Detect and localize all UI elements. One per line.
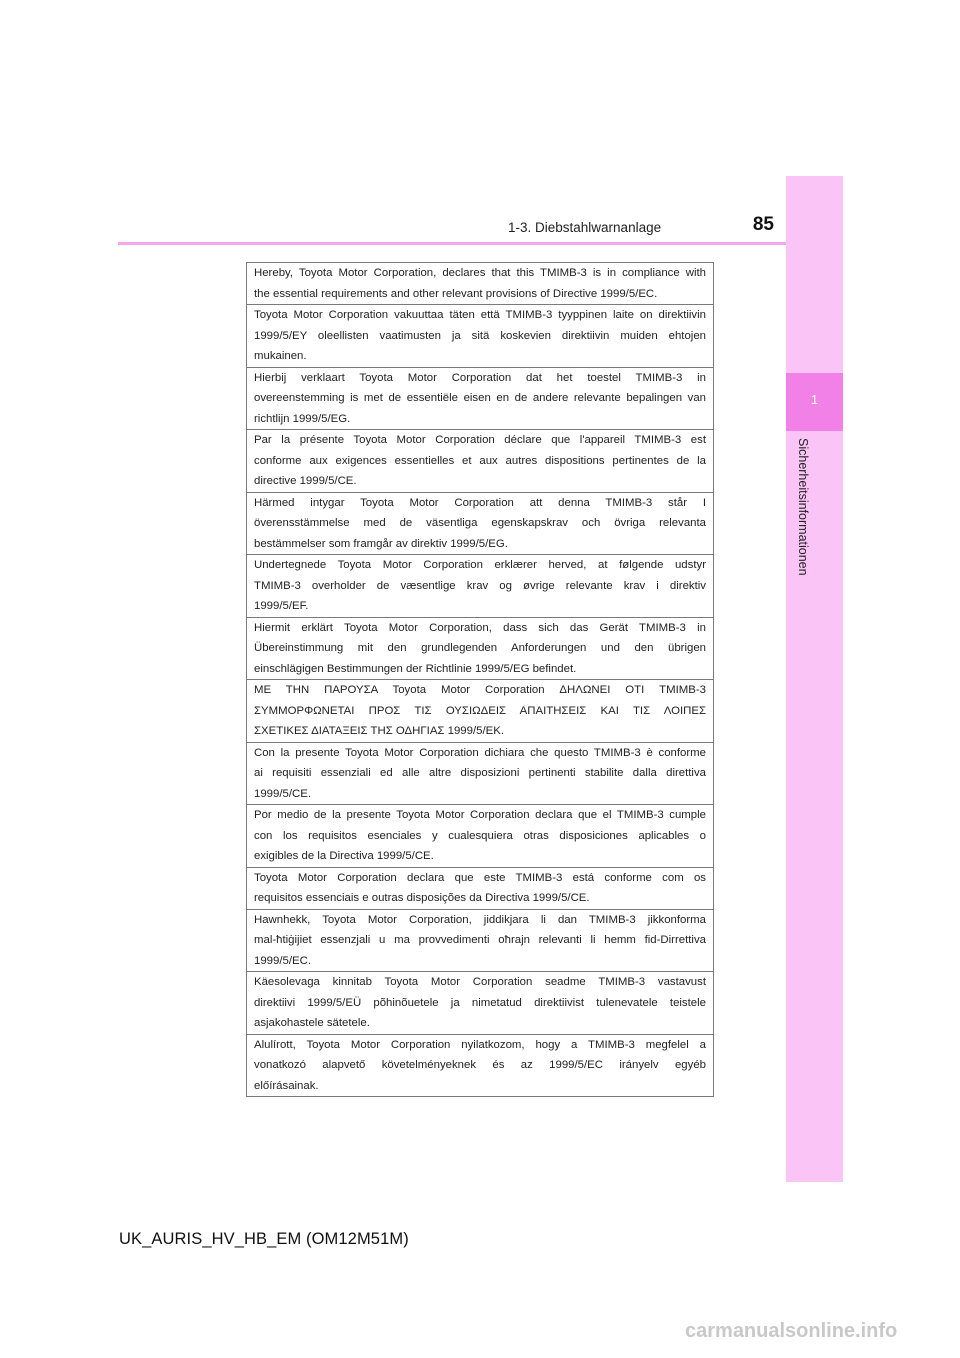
side-tab-label: Sicherheitsinformationen xyxy=(796,438,810,576)
declaration-line: Alulírott, Toyota Motor Corporation nyilatkozom, hogy a TMIMB-3 megfelel a xyxy=(254,1038,706,1051)
declaration-line: requisitos essenciais e outras disposições da Directiva 1999/5/CE. xyxy=(254,892,590,904)
declaration-row xyxy=(247,742,714,805)
declaration-line: conforme aux exigences essentielles et aux autres dispositions pertinentes de la xyxy=(254,454,706,467)
declaration-line: előírásainak. xyxy=(254,1079,319,1092)
declaration-row xyxy=(247,909,714,972)
declaration-line: Hawnhekk, Toyota Motor Corporation, jiddikjara li dan TMIMB-3 jikkonforma xyxy=(254,913,706,926)
declaration-cell xyxy=(247,867,714,909)
declaration-line: ΣΧΕΤΙΚΕΣ ΔΙΑΤΑΞΕΙΣ ΤΗΣ ΟΔΗΓΙΑΣ 1999/5/ΕΚ. xyxy=(254,725,504,737)
declaration-line: Hierbij verklaart Toyota Motor Corporation dat het toestel TMIMB-3 in xyxy=(254,371,706,384)
declaration-row xyxy=(247,492,714,555)
declaration-line: Käesolevaga kinnitab Toyota Motor Corporation seadme TMIMB-3 vastavust xyxy=(254,976,706,988)
declaration-row xyxy=(247,972,714,1035)
declaration-line: Härmed intygar Toyota Motor Corporation att denna TMIMB-3 står I xyxy=(254,496,706,509)
declaration-line: Hiermit erklärt Toyota Motor Corporation, dass sich das Gerät TMIMB-3 in xyxy=(254,621,706,634)
declaration-line: Toyota Motor Corporation vakuuttaa täten että TMIMB-3 tyyppinen laite on direktiivin xyxy=(254,309,706,321)
declaration-line: Por medio de la presente Toyota Motor Corporation declara que el TMIMB-3 cumple xyxy=(254,809,706,821)
declaration-line: Con la presente Toyota Motor Corporation dichiara che questo TMIMB-3 è conforme xyxy=(254,746,706,759)
declaration-line: ai requisiti essenziali ed alle altre disposizioni pertinenti stabilite dalla direttiva xyxy=(254,767,706,779)
declaration-line: mal-ħtiġijiet essenzjali u ma provvedimenti oħrajn relevanti li hemm fid-Dirrettiva xyxy=(254,934,706,946)
declaration-line: einschlägigen Bestimmungen der Richtlinie 1999/5/EG befindet. xyxy=(254,662,577,675)
declaration-row xyxy=(247,555,714,618)
declaration-line: directive 1999/5/CE. xyxy=(254,475,357,487)
declaration-line: the essential requirements and other relevant provisions of Directive 1999/5/EC. xyxy=(254,287,658,300)
declaration-line: 1999/5/EY oleellisten vaatimusten ja sitä koskevien direktiivin muiden ehtojen xyxy=(254,329,706,342)
declaration-line: 1999/5/EC. xyxy=(254,954,311,967)
page-number: 85 xyxy=(752,214,774,235)
declaration-cell xyxy=(247,805,714,868)
declaration-line: Toyota Motor Corporation declara que este TMIMB-3 está conforme com os xyxy=(254,871,706,884)
declaration-line: richtlijn 1999/5/EG. xyxy=(254,412,351,425)
declaration-line: 1999/5/CE. xyxy=(254,787,311,800)
declaration-line: Undertegnede Toyota Motor Corporation erklærer herved, at følgende udstyr xyxy=(254,559,706,571)
declaration-row xyxy=(247,367,714,430)
declaration-line: direktiivi 1999/5/EÜ põhinõuetele ja nimetatud direktiivist tulenevatele teistele xyxy=(254,996,706,1009)
manual-code: UK_AURIS_HV_HB_EM (OM12M51M) xyxy=(119,1230,409,1248)
declaration-line: ΜΕ ΤΗΝ ΠΑΡΟΥΣΑ Toyota Motor Corporation ΔΗΛΩΝΕΙ ΟΤΙ TMIMB-3 xyxy=(254,684,706,696)
watermark: carmanualsonline.info xyxy=(685,1320,898,1342)
declaration-line: ΣΥΜΜΟΡΦΩΝΕΤΑΙ ΠΡΟΣ ΤΙΣ ΟΥΣΙΩΔΕΙΣ ΑΠΑΙΤΗΣΕΙΣ ΚΑΙ ΤΙΣ ΛΟΙΠΕΣ xyxy=(254,704,706,717)
declaration-cell xyxy=(247,305,714,368)
declaration-row xyxy=(247,617,714,680)
declaration-row xyxy=(247,430,714,493)
declaration-cell xyxy=(247,555,714,618)
declaration-row xyxy=(247,805,714,868)
declaration-line: Par la présente Toyota Motor Corporation déclare que l'appareil TMIMB-3 est xyxy=(254,434,706,446)
declaration-cell xyxy=(247,263,714,305)
declaration-cell xyxy=(247,909,714,972)
declaration-cell xyxy=(247,972,714,1035)
declaration-row xyxy=(247,1034,714,1097)
header-rule xyxy=(118,242,786,245)
declaration-cell xyxy=(247,367,714,430)
declaration-row xyxy=(247,305,714,368)
declaration-line: överensstämmelse med de väsentliga egenskapskrav och övriga relevanta xyxy=(254,517,706,529)
declaration-cell xyxy=(247,742,714,805)
declaration-line: con los requisitos esenciales y cualesquiera otras disposiciones aplicables o xyxy=(254,829,706,842)
declaration-table xyxy=(246,262,714,1097)
declaration-cell xyxy=(247,617,714,680)
side-tab-number: 1 xyxy=(810,392,819,407)
declaration-cell xyxy=(247,492,714,555)
declaration-line: overeenstemming is met de essentiële eisen en de andere relevante bepalingen van xyxy=(254,392,706,404)
declaration-line: Hereby, Toyota Motor Corporation, declares that this TMIMB-3 is in compliance with xyxy=(254,267,706,279)
declaration-cell xyxy=(247,430,714,493)
declaration-cell xyxy=(247,680,714,743)
declaration-line: Übereinstimmung mit den grundlegenden Anforderungen und den übrigen xyxy=(254,642,706,654)
declaration-table-body xyxy=(247,263,714,1097)
declaration-line: mukainen. xyxy=(254,350,307,362)
declaration-line: TMIMB-3 overholder de væsentlige krav og øvrige relevante krav i direktiv xyxy=(254,579,706,592)
declaration-line: asjakohastele sätetele. xyxy=(254,1017,370,1029)
declaration-cell xyxy=(247,1034,714,1097)
section-title: 1-3. Diebstahlwarnanlage xyxy=(508,220,662,235)
declaration-row xyxy=(247,263,714,305)
declaration-line: exigibles de la Directiva 1999/5/CE. xyxy=(254,850,434,862)
declaration-line: bestämmelser som framgår av direktiv 1999/5/EG. xyxy=(254,537,508,550)
declaration-line: vonatkozó alapvető követelményeknek és az 1999/5/EC irányelv egyéb xyxy=(254,1059,706,1071)
declaration-row xyxy=(247,680,714,743)
side-tab xyxy=(786,176,843,1182)
declaration-row xyxy=(247,867,714,909)
declaration-line: 1999/5/EF. xyxy=(254,600,309,612)
